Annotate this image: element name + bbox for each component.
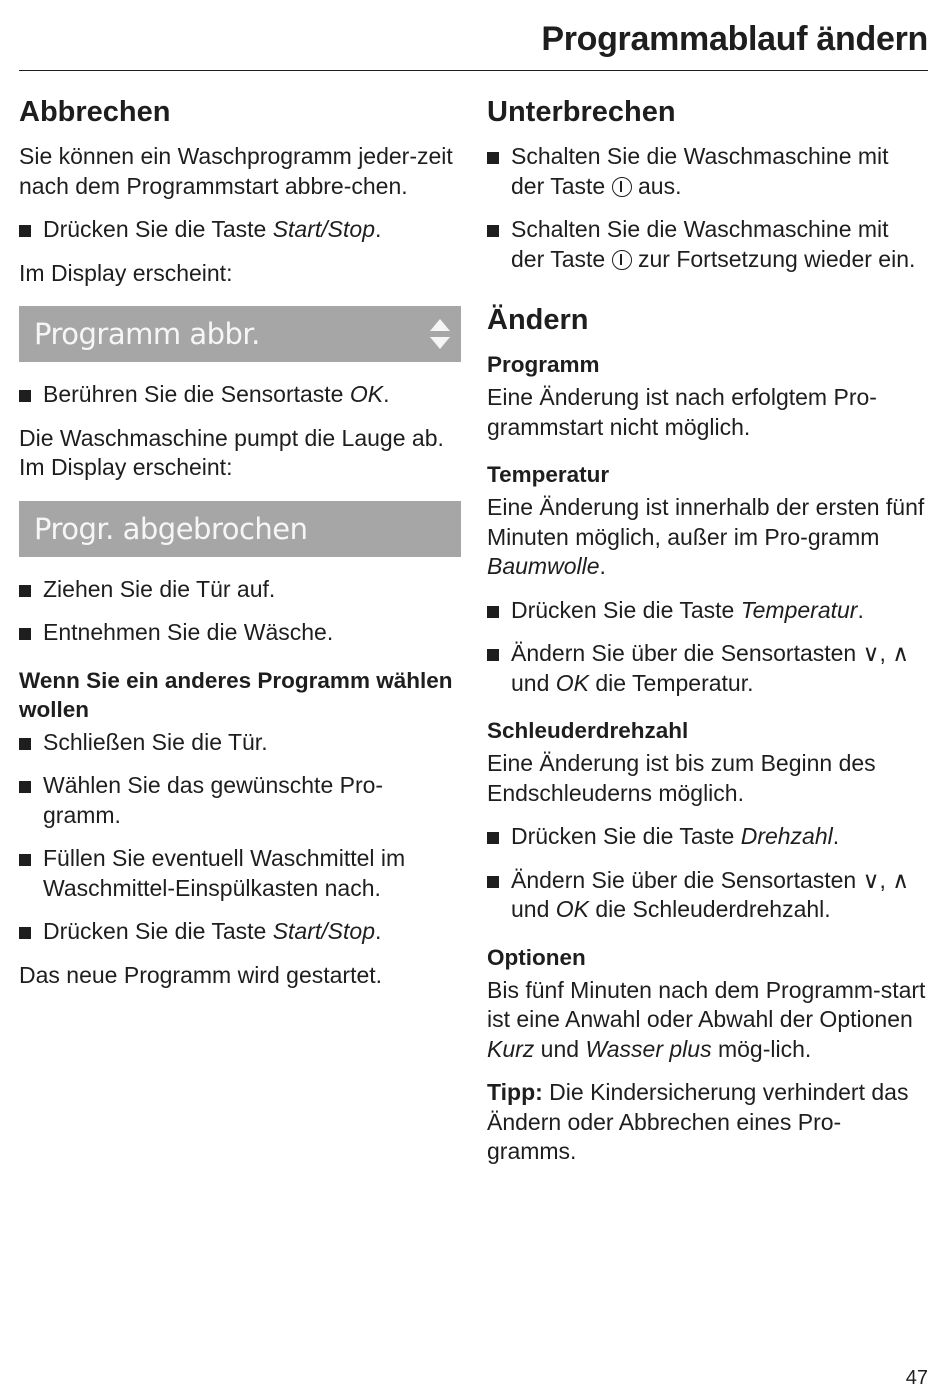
unterbrechen-step-1: Schalten Sie die Waschmaschine mit der Taste aus.: [487, 142, 927, 201]
tipp-text: Tipp: Die Kindersicherung verhindert das Ändern oder Abbrechen eines Pro-gramms.: [487, 1079, 909, 1164]
display-programm-abbr: [19, 306, 461, 362]
anderes-programm-heading: Wenn Sie ein anderes Programm wählen wollen: [19, 667, 453, 722]
display-intro: Im Display erscheint:: [19, 259, 233, 286]
temperatur-text: Eine Änderung ist innerhalb der ersten fünf Minuten möglich, außer im Pro-gramm Baumwolle.: [487, 494, 925, 579]
left-column: [19, 92, 461, 1004]
schleuder-heading: Schleuderdrehzahl: [487, 718, 689, 743]
anderes-step-1: Schließen Sie die Tür.: [19, 728, 461, 758]
bullet-square-icon: [19, 781, 31, 793]
up-down-arrows-icon: [429, 318, 451, 350]
bullet-square-icon: [19, 927, 31, 939]
bullet-square-icon: [487, 649, 499, 661]
pump-text: Die Waschmaschine pumpt die Lauge ab. Im Display erscheint:: [19, 424, 444, 480]
abbrechen-intro: Sie können ein Waschprogramm jeder-zeit nach dem Programmstart abbre-chen.: [19, 143, 453, 199]
bullet-square-icon: [487, 876, 499, 888]
aendern-heading: Ändern: [487, 304, 589, 336]
bullet-square-icon: [19, 225, 31, 237]
bullet-square-icon: [487, 225, 499, 237]
display-text: Progr. abgebrochen: [34, 511, 308, 546]
bullet-square-icon: [19, 738, 31, 750]
bullet-square-icon: [487, 606, 499, 618]
abbrechen-step-4: Entnehmen Sie die Wäsche.: [19, 618, 461, 648]
tipp-label: Tipp:: [487, 1079, 543, 1105]
page-header: [19, 18, 928, 71]
temperatur-step-2: Ändern Sie über die Sensortasten ∨, ∧ und OK die Temperatur.: [487, 639, 927, 698]
bullet-square-icon: [19, 585, 31, 597]
programm-text: Eine Änderung ist nach erfolgtem Pro-grammstart nicht möglich.: [487, 384, 877, 440]
programm-heading: Programm: [487, 352, 600, 377]
schleuder-text: Eine Änderung ist bis zum Beginn des Endschleuderns möglich.: [487, 750, 876, 806]
anderes-step-4: Drücken Sie die Taste Start/Stop.: [19, 917, 461, 947]
schleuder-step-1: Drücken Sie die Taste Drehzahl.: [487, 822, 927, 852]
anderes-step-2: Wählen Sie das gewünschte Pro-gramm.: [19, 771, 461, 830]
page-title: Programmablauf ändern: [541, 20, 928, 58]
temperatur-step-1: Drücken Sie die Taste Temperatur.: [487, 596, 927, 626]
power-button-icon: [612, 177, 632, 197]
right-column: [487, 92, 927, 1181]
abbrechen-step-2: Berühren Sie die Sensortaste OK.: [19, 380, 461, 410]
bullet-square-icon: [19, 390, 31, 402]
page-number: 47: [905, 1367, 928, 1389]
optionen-text: Bis fünf Minuten nach dem Programm-start ist eine Anwahl oder Abwahl der Optionen Kurz und Wasser plus mög-lich.: [487, 976, 926, 1062]
display-text: Programm abbr.: [34, 317, 260, 351]
schleuder-step-2: Ändern Sie über die Sensortasten ∨, ∧ und OK die Schleuderdrehzahl.: [487, 866, 927, 925]
bullet-square-icon: [487, 832, 499, 844]
bullet-square-icon: [487, 152, 499, 164]
unterbrechen-step-2: Schalten Sie die Waschmaschine mit der Taste zur Fortsetzung wieder ein.: [487, 215, 927, 274]
temperatur-heading: Temperatur: [487, 462, 610, 487]
anderes-step-3: Füllen Sie eventuell Waschmittel im Waschmittel-Einspülkasten nach.: [19, 844, 461, 903]
bullet-square-icon: [19, 854, 31, 866]
anderes-outro: Das neue Programm wird gestartet.: [19, 961, 383, 988]
abbrechen-heading: Abbrechen: [19, 96, 171, 128]
abbrechen-step-3: Ziehen Sie die Tür auf.: [19, 575, 461, 605]
bullet-square-icon: [19, 628, 31, 640]
abbrechen-step-1: Drücken Sie die Taste Start/Stop.: [19, 215, 461, 245]
optionen-heading: Optionen: [487, 944, 586, 970]
power-button-icon: [612, 250, 632, 270]
display-progr-abgebrochen: [19, 501, 461, 557]
unterbrechen-heading: Unterbrechen: [487, 96, 676, 128]
